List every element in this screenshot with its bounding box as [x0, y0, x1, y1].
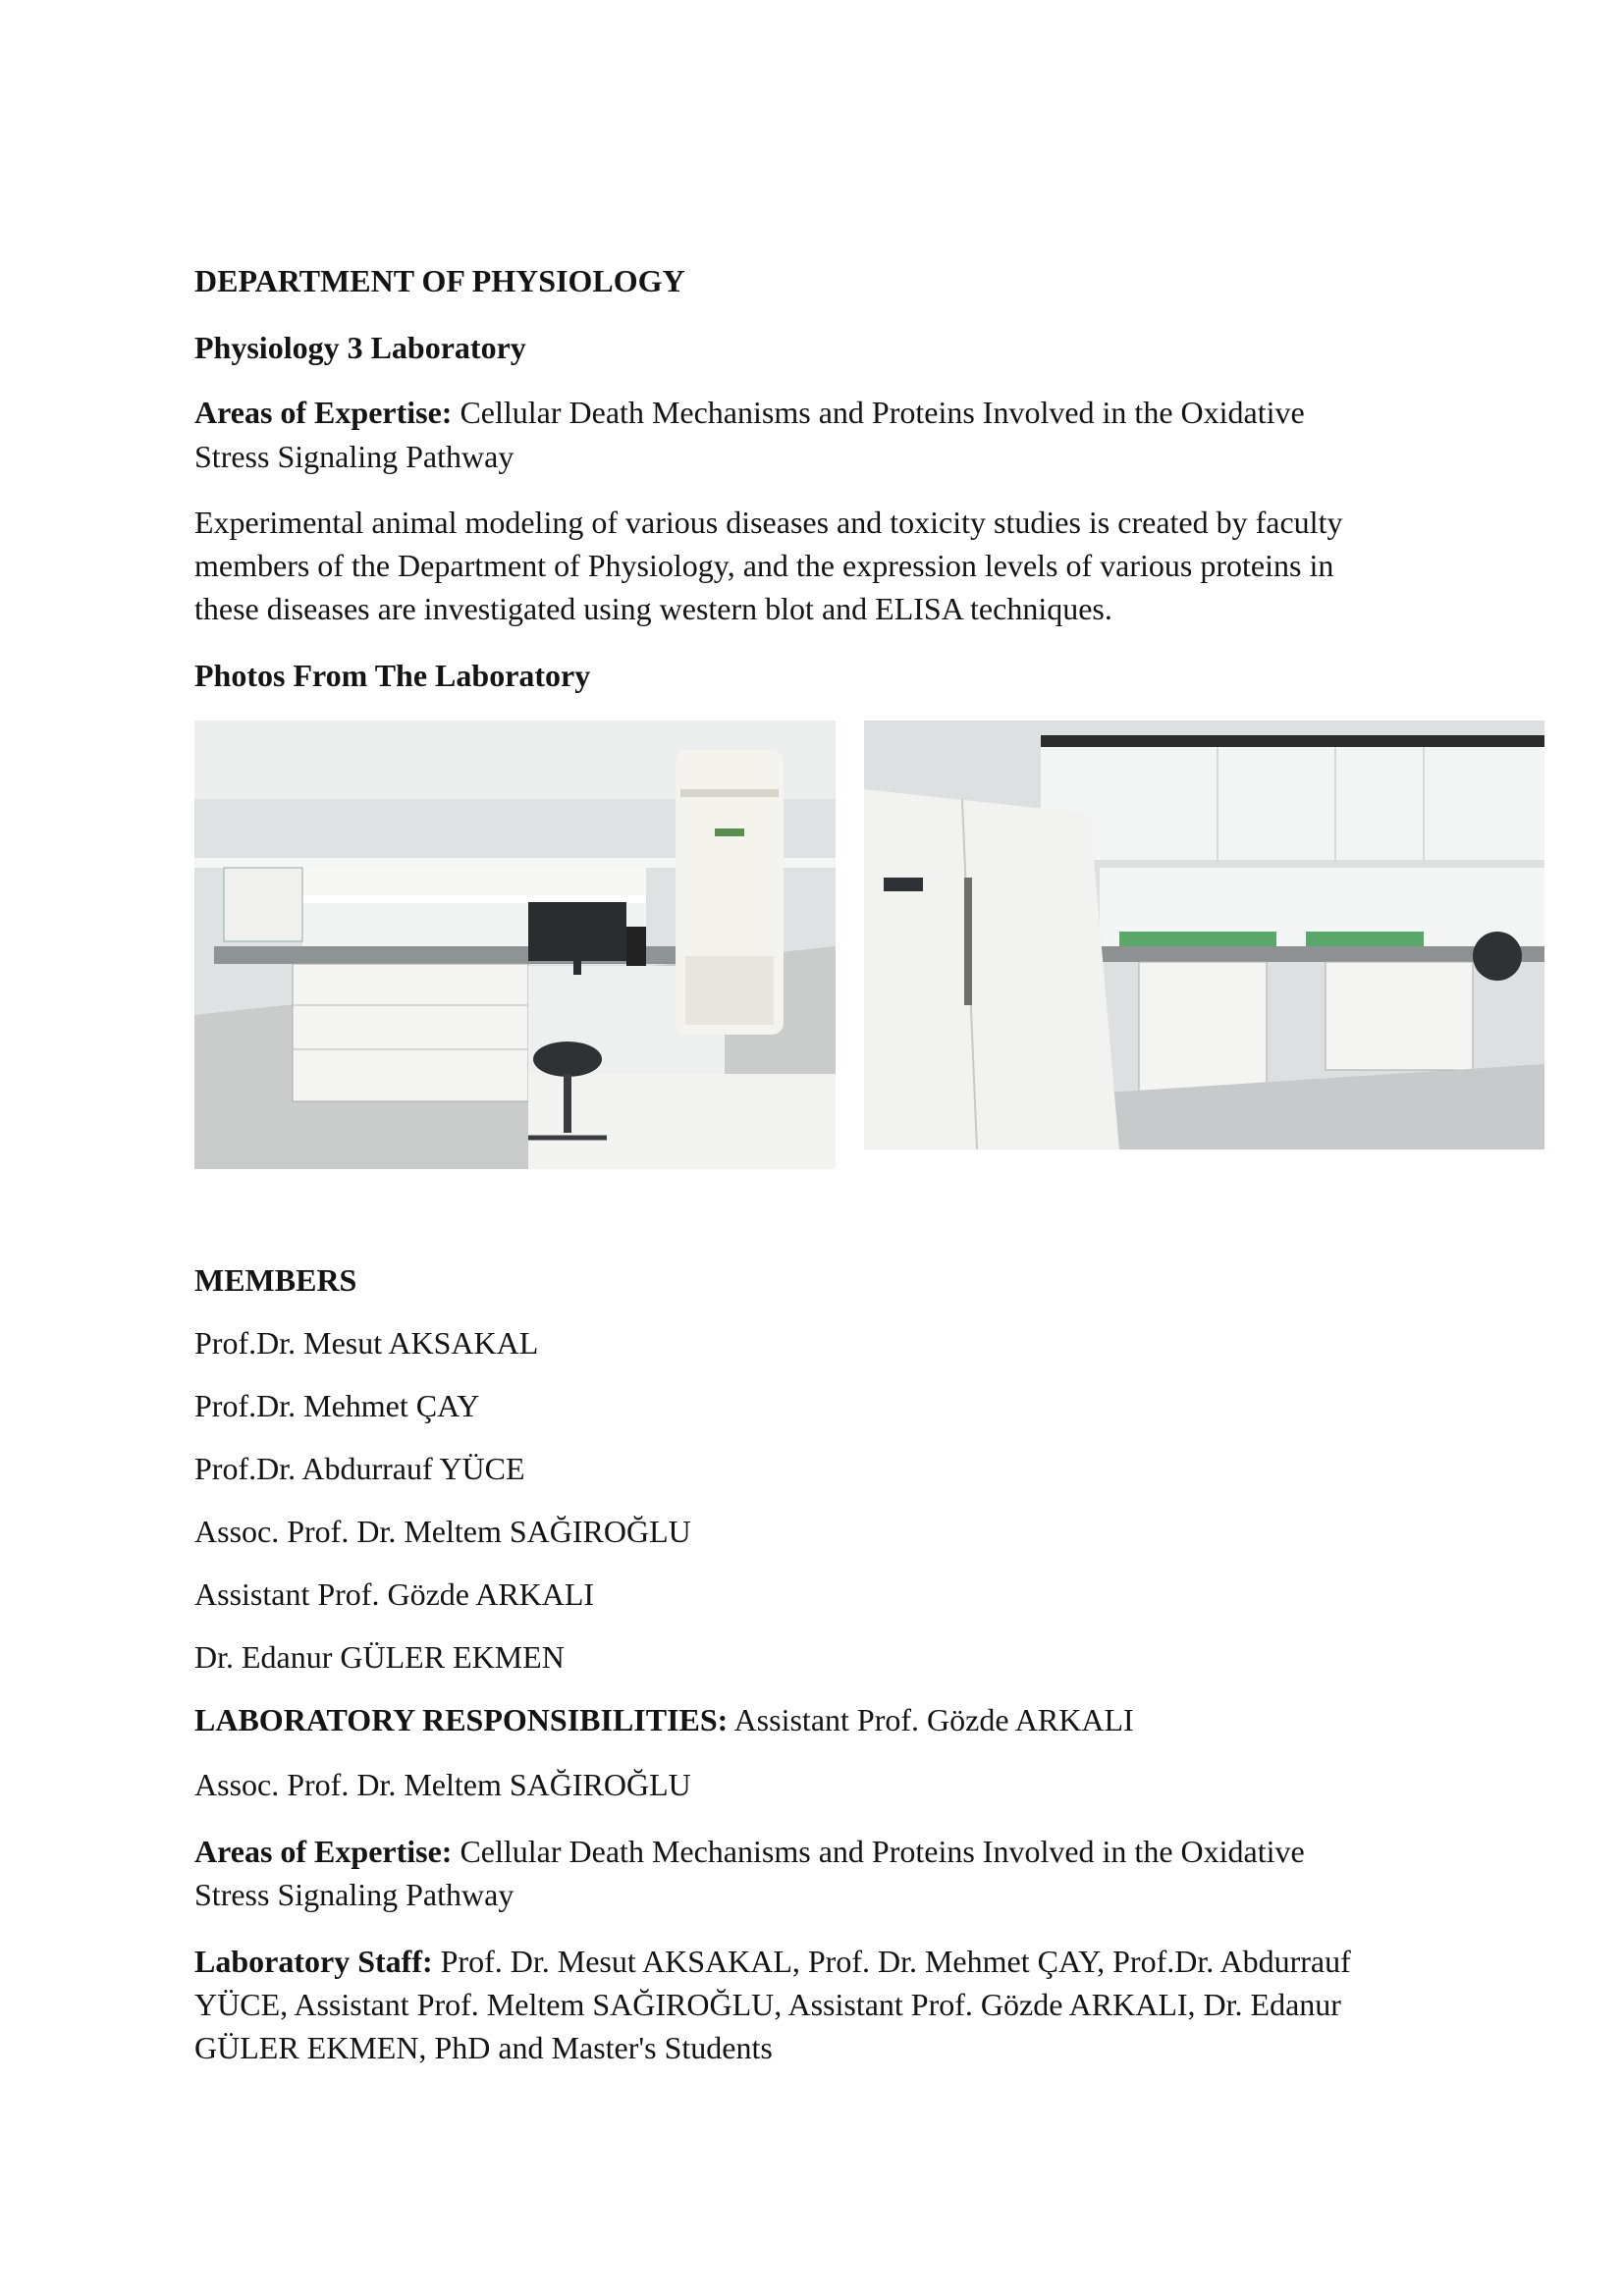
staff-paragraph: [194, 1940, 1351, 1983]
expertise2-paragraph: [194, 1830, 1305, 1873]
staff-line-2: YÜCE, Assistant Prof. Meltem SAĞIROĞLU, Assistant Prof. Gözde ARKALI, Dr. Edanur: [194, 1987, 1341, 2022]
expertise-label: Areas of Expertise:: [194, 395, 453, 430]
photos-heading: Photos From The Laboratory: [194, 658, 591, 693]
responsibilities-paragraph: [194, 1698, 1134, 1741]
member-item: Prof.Dr. Abdurrauf YÜCE: [194, 1451, 525, 1486]
member-item: Dr. Edanur GÜLER EKMEN: [194, 1639, 565, 1675]
description-line-2: members of the Department of Physiology, and the expression levels of various proteins in: [194, 548, 1334, 583]
member-item: Prof.Dr. Mesut AKSAKAL: [194, 1325, 539, 1361]
expertise2-label: Areas of Expertise:: [194, 1834, 453, 1869]
lab-photo-left: [194, 721, 836, 1169]
lab-title: Physiology 3 Laboratory: [194, 330, 526, 365]
responsibilities-value: Assistant Prof. Gözde ARKALI: [728, 1702, 1134, 1737]
expertise-paragraph: [194, 391, 1305, 434]
member-item: Assoc. Prof. Dr. Meltem SAĞIROĞLU: [194, 1514, 691, 1549]
expertise-text-1: Cellular Death Mechanisms and Proteins Involved in the Oxidative: [452, 395, 1305, 430]
expertise2-text-2: Stress Signaling Pathway: [194, 1877, 514, 1912]
responsibilities-label: LABORATORY RESPONSIBILITIES:: [194, 1702, 729, 1737]
staff-line-1: Prof. Dr. Mesut AKSAKAL, Prof. Dr. Mehmet ÇAY, Prof.Dr. Abdurrauf: [432, 1944, 1351, 1979]
staff-label: Laboratory Staff:: [194, 1944, 433, 1979]
expertise2-text-1: Cellular Death Mechanisms and Proteins Involved in the Oxidative: [452, 1834, 1305, 1869]
member-item: Prof.Dr. Mehmet ÇAY: [194, 1388, 480, 1423]
member-item: Assistant Prof. Gözde ARKALI: [194, 1576, 595, 1612]
staff-line-3: GÜLER EKMEN, PhD and Master's Students: [194, 2030, 773, 2065]
description-line-1: Experimental animal modeling of various diseases and toxicity studies is created by faculty: [194, 505, 1343, 540]
members-heading: MEMBERS: [194, 1262, 357, 1298]
expertise-text-2: Stress Signaling Pathway: [194, 439, 514, 474]
department-title: DEPARTMENT OF PHYSIOLOGY: [194, 263, 685, 298]
lab-photo-right: [864, 721, 1544, 1149]
responsibilities-second: Assoc. Prof. Dr. Meltem SAĞIROĞLU: [194, 1767, 691, 1802]
description-line-3: these diseases are investigated using western blot and ELISA techniques.: [194, 591, 1112, 626]
